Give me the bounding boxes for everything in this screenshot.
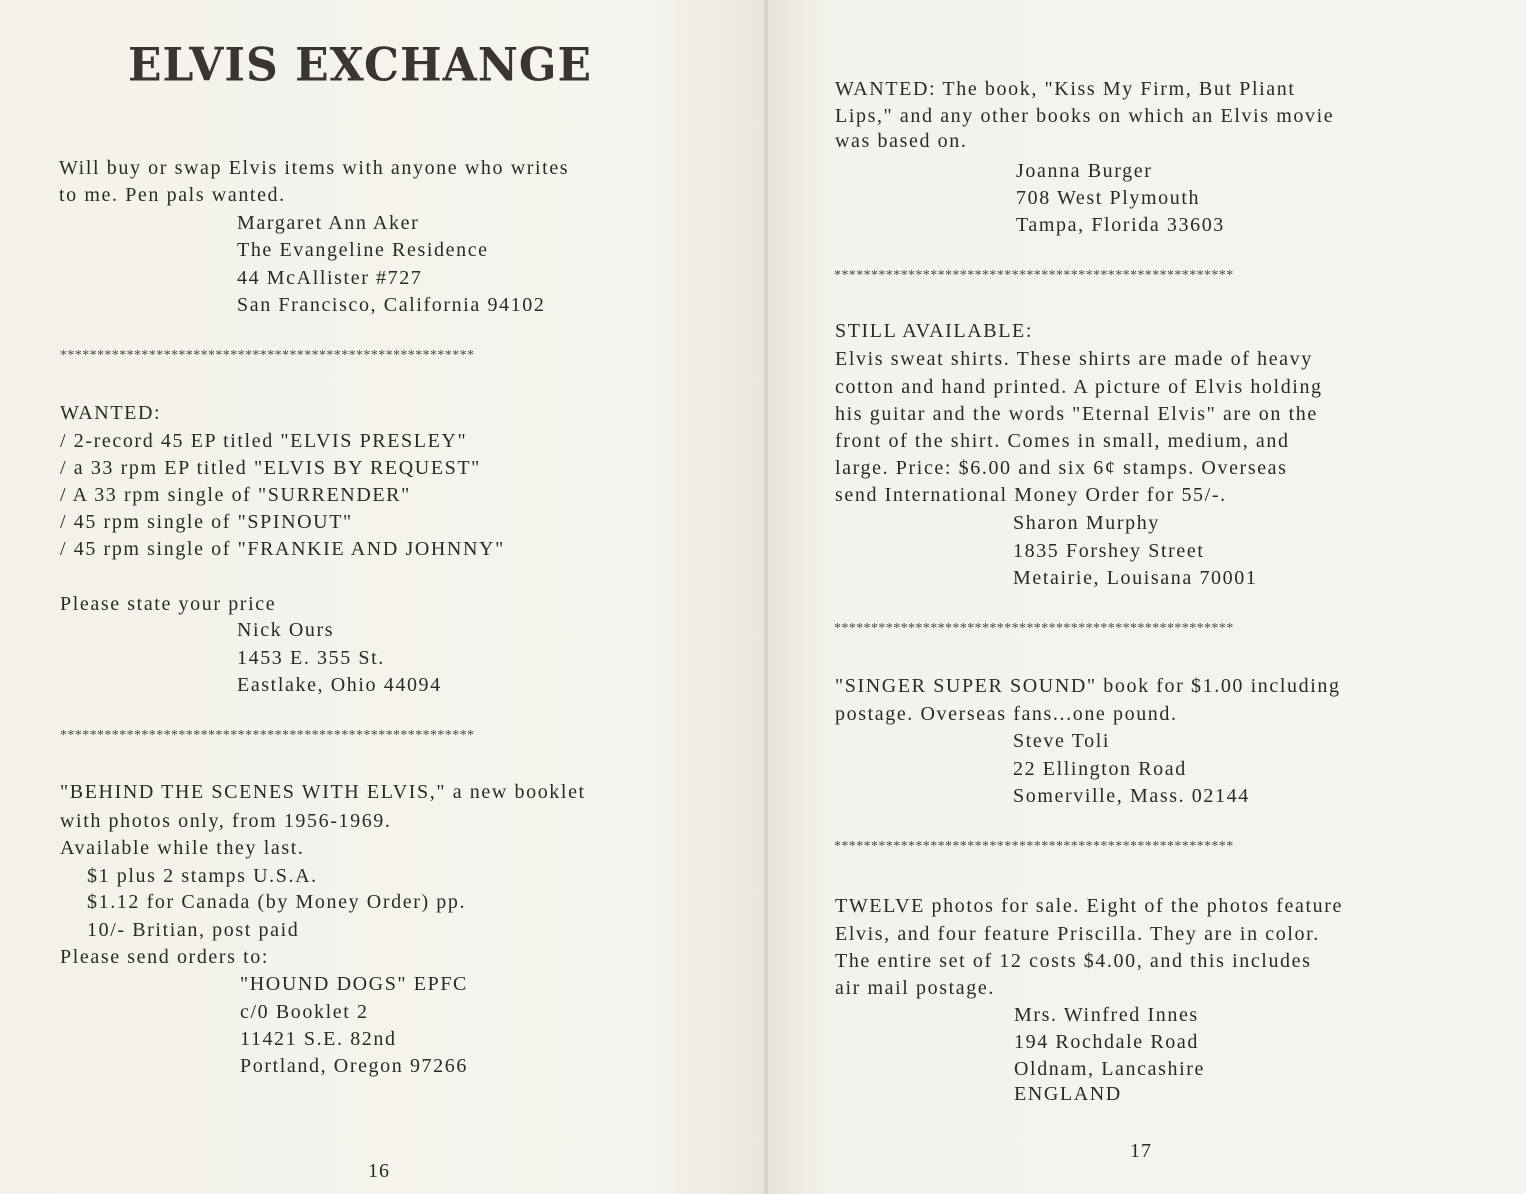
price-line: $1 plus 2 stamps U.S.A.: [87, 865, 318, 887]
star-divider: ******************************************************: [834, 839, 1234, 854]
ad-text-line: cotton and hand printed. A picture of Elvis holding: [835, 376, 1323, 398]
wanted-item: / 45 rpm single of "FRANKIE AND JOHNNY": [60, 538, 505, 560]
ad-text-line: front of the shirt. Comes in small, medium, and: [835, 430, 1290, 452]
ad-text-line: send International Money Order for 55/-.: [835, 484, 1227, 506]
ad-text-line: with photos only, from 1956-1969.: [60, 810, 392, 832]
ad-text-line: "BEHIND THE SCENES WITH ELVIS," a new booklet: [60, 781, 586, 803]
address-line: 11421 S.E. 82nd: [240, 1028, 397, 1050]
address-line: 1835 Forshey Street: [1013, 540, 1205, 562]
address-line: Steve Toli: [1013, 730, 1111, 752]
ad-text-line: was based on.: [835, 130, 968, 152]
address-line: 708 West Plymouth: [1016, 187, 1201, 209]
ad-title: STILL AVAILABLE:: [835, 320, 1034, 342]
wanted-item: / a 33 rpm EP titled "ELVIS BY REQUEST": [60, 457, 481, 479]
address-line: 1453 E. 355 St.: [237, 647, 385, 669]
address-line: c/0 Booklet 2: [240, 1001, 369, 1023]
star-divider: ********************************************************: [60, 728, 475, 743]
address-line: 194 Rochdale Road: [1014, 1031, 1199, 1053]
ad-text-line: The entire set of 12 costs $4.00, and this includes: [835, 950, 1312, 972]
address-line: Nick Ours: [237, 619, 335, 641]
ad-text-line: TWELVE photos for sale. Eight of the photos feature: [835, 895, 1343, 917]
ad-note: Please state your price: [60, 593, 277, 615]
address-line: Somerville, Mass. 02144: [1013, 785, 1250, 807]
ad-text-line: his guitar and the words "Eternal Elvis" are on the: [835, 403, 1318, 425]
ad-text-line: Available while they last.: [60, 837, 305, 859]
address-line: Eastlake, Ohio 44094: [237, 674, 442, 696]
ad-text-line: Elvis sweat shirts. These shirts are made of heavy: [835, 348, 1313, 370]
ad-text-line: postage. Overseas fans...one pound.: [835, 703, 1178, 725]
star-divider: ******************************************************: [834, 621, 1234, 636]
address-line: Tampa, Florida 33603: [1016, 214, 1225, 236]
address-line: San Francisco, California 94102: [237, 294, 546, 316]
address-line: Joanna Burger: [1016, 160, 1153, 182]
ad-text-line: Lips," and any other books on which an Elvis movie: [835, 105, 1335, 127]
address-line: 44 McAllister #727: [237, 267, 423, 289]
ad-text-line: Elvis, and four feature Priscilla. They are in color.: [835, 923, 1320, 945]
address-line: Metairie, Louisana 70001: [1013, 567, 1258, 589]
star-divider: ******************************************************: [834, 268, 1234, 283]
address-line: Sharon Murphy: [1013, 512, 1160, 534]
ad-text-line: to me. Pen pals wanted.: [59, 184, 286, 206]
ad-text-line: air mail postage.: [835, 977, 995, 999]
address-line: Portland, Oregon 97266: [240, 1055, 468, 1077]
right-page: [768, 0, 1526, 1194]
address-line: Mrs. Winfred Innes: [1014, 1004, 1199, 1026]
price-line: 10/- Britian, post paid: [87, 919, 300, 941]
page-number: 16: [368, 1160, 390, 1182]
address-line: 22 Ellington Road: [1013, 758, 1187, 780]
star-divider: ********************************************************: [60, 348, 475, 363]
ad-text-line: WANTED: The book, "Kiss My Firm, But Pliant: [835, 78, 1296, 100]
address-line: "HOUND DOGS" EPFC: [240, 973, 469, 995]
page-number: 17: [1130, 1140, 1152, 1162]
ad-text-line: Will buy or swap Elvis items with anyone who writes: [59, 157, 570, 179]
ad-text-line: large. Price: $6.00 and six 6¢ stamps. Overseas: [835, 457, 1288, 479]
address-line: ENGLAND: [1014, 1083, 1122, 1105]
address-line: Margaret Ann Aker: [237, 212, 420, 234]
ad-text-line: "SINGER SUPER SOUND" book for $1.00 including: [835, 675, 1341, 697]
price-line: $1.12 for Canada (by Money Order) pp.: [87, 891, 467, 913]
page-heading: ELVIS EXCHANGE: [128, 38, 593, 93]
address-line: The Evangeline Residence: [237, 239, 489, 261]
address-line: Oldnam, Lancashire: [1014, 1058, 1205, 1080]
wanted-item: / A 33 rpm single of "SURRENDER": [60, 484, 411, 506]
ad-title: WANTED:: [60, 402, 162, 424]
wanted-item: / 45 rpm single of "SPINOUT": [60, 511, 353, 533]
wanted-item: / 2-record 45 EP titled "ELVIS PRESLEY": [60, 430, 468, 452]
ad-note: Please send orders to:: [60, 946, 270, 968]
